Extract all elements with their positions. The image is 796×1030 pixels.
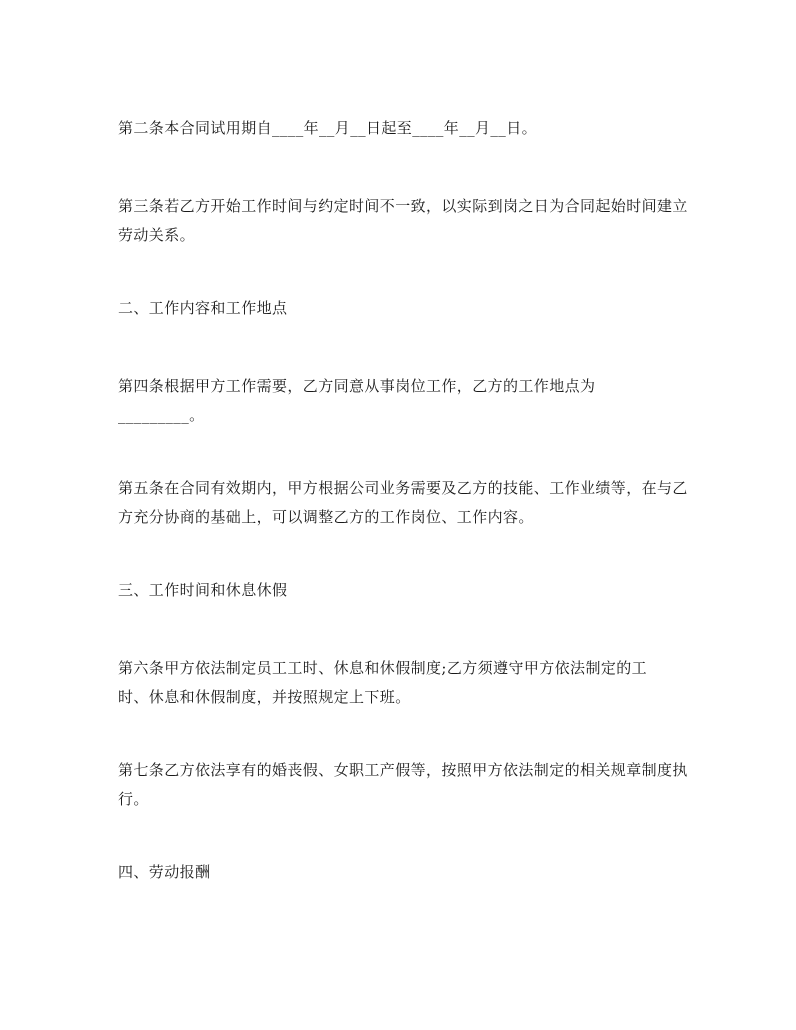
section-4-heading: 四、劳动报酬 <box>118 863 211 881</box>
section-3-heading: 三、工作时间和休息休假 <box>118 581 288 599</box>
article-2-paragraph: 第二条本合同试用期自____年__月__日起至____年__月__日。 <box>118 119 538 137</box>
article-6-paragraph: 第六条甲方依法制定员工工时、休息和休假制度;乙方须遵守甲方依法制定的工 时、休息和休假制度，并按照规定上下班。 <box>118 659 648 706</box>
article-4-paragraph: 第四条根据甲方工作需要，乙方同意从事岗位工作，乙方的工作地点为 _________。 <box>118 377 596 424</box>
article-3-paragraph: 第三条若乙方开始工作时间与约定时间不一致，以实际到岗之日为合同起始时间建立劳动关系。 <box>118 197 688 244</box>
article-7-paragraph: 第七条乙方依法享有的婚丧假、女职工产假等，按照甲方依法制定的相关规章制度执行。 <box>118 761 688 808</box>
article-5-paragraph: 第五条在合同有效期内，甲方根据公司业务需要及乙方的技能、工作业绩等，在与乙方充分协商的基础上，可以调整乙方的工作岗位、工作内容。 <box>118 479 688 526</box>
section-2-heading: 二、工作内容和工作地点 <box>118 299 288 317</box>
